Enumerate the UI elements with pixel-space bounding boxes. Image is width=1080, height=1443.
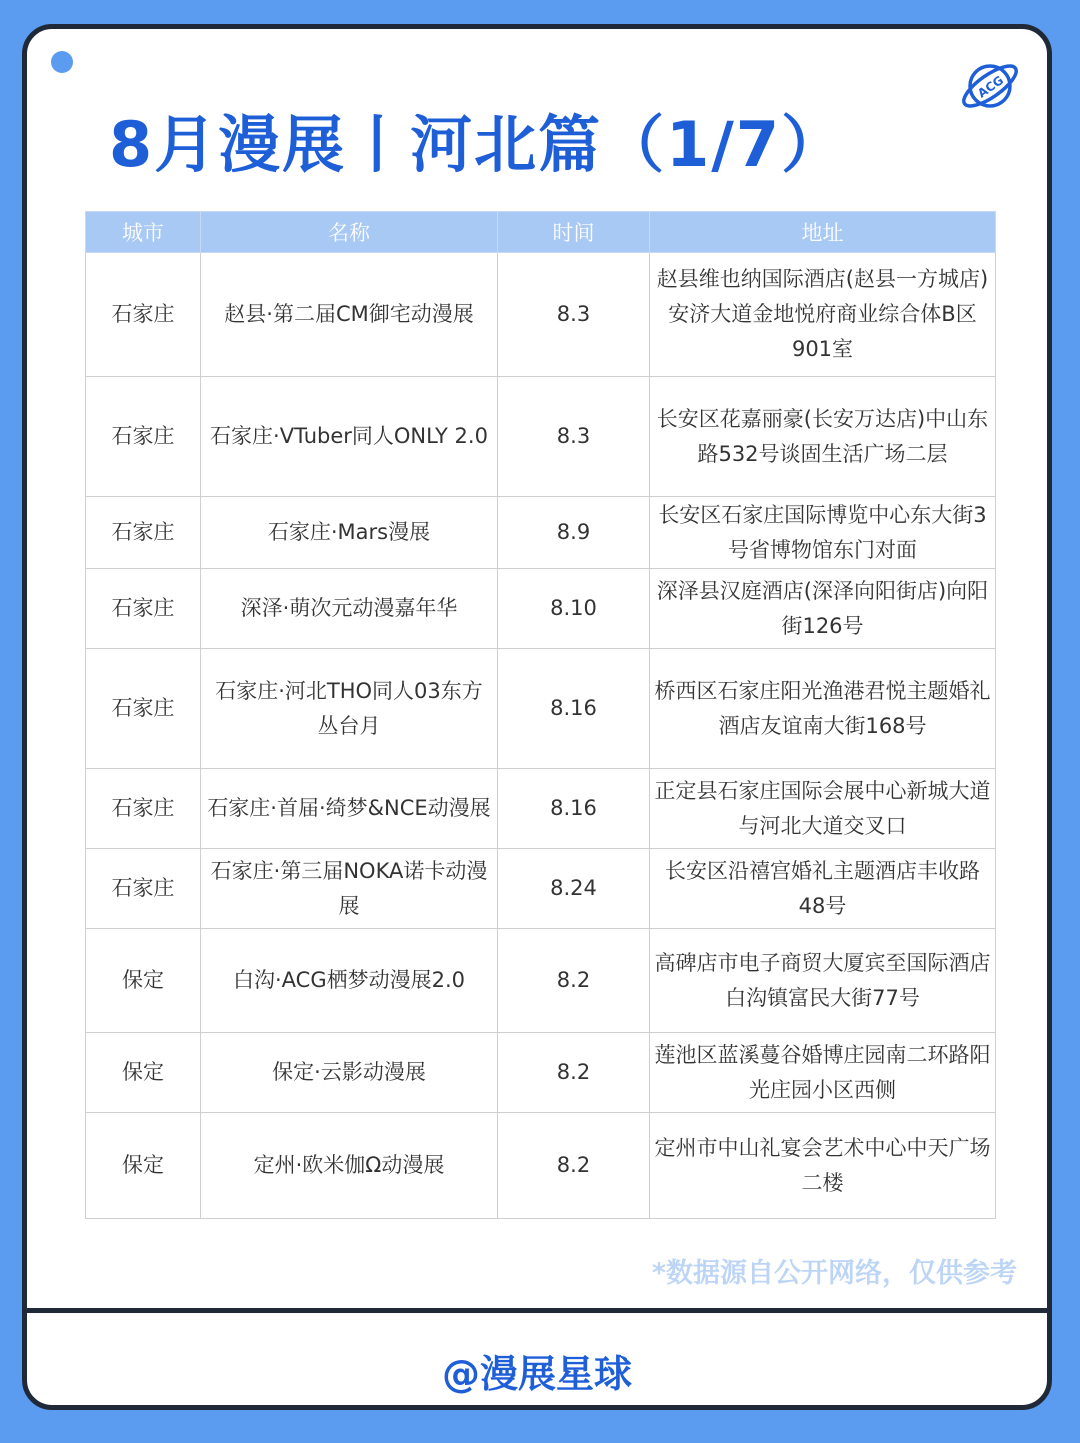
cell-date: 8.3 xyxy=(498,377,650,497)
table-row xyxy=(86,769,996,849)
cell-city: 保定 xyxy=(86,929,201,1033)
cell-address: 赵县维也纳国际酒店(赵县一方城店)安济大道金地悦府商业综合体B区901室 xyxy=(650,253,996,377)
cell-address: 正定县石家庄国际会展中心新城大道与河北大道交叉口 xyxy=(650,769,996,849)
cell-city: 保定 xyxy=(86,1113,201,1219)
table-row xyxy=(86,849,996,929)
col-header-city: 城市 xyxy=(86,212,201,253)
table-row xyxy=(86,929,996,1033)
cell-name: 石家庄·Mars漫展 xyxy=(201,497,498,569)
cell-date: 8.3 xyxy=(498,253,650,377)
cell-name: 保定·云影动漫展 xyxy=(201,1033,498,1113)
cell-address: 定州市中山礼宴会艺术中心中天广场二楼 xyxy=(650,1113,996,1219)
cell-city: 石家庄 xyxy=(86,569,201,649)
cell-date: 8.2 xyxy=(498,929,650,1033)
cell-address: 高碑店市电子商贸大厦宾至国际酒店白沟镇富民大街77号 xyxy=(650,929,996,1033)
col-header-address: 地址 xyxy=(650,212,996,253)
cell-city: 石家庄 xyxy=(86,253,201,377)
table-header-row xyxy=(86,212,996,253)
cell-city: 石家庄 xyxy=(86,849,201,929)
table-row xyxy=(86,497,996,569)
cell-name: 石家庄·河北THO同人03东方丛台月 xyxy=(201,649,498,769)
cell-date: 8.16 xyxy=(498,649,650,769)
cell-date: 8.9 xyxy=(498,497,650,569)
cell-name: 石家庄·首届·绮梦&NCE动漫展 xyxy=(201,769,498,849)
table-row xyxy=(86,253,996,377)
cell-name: 深泽·萌次元动漫嘉年华 xyxy=(201,569,498,649)
cell-city: 保定 xyxy=(86,1033,201,1113)
events-table xyxy=(85,211,996,1219)
cell-date: 8.16 xyxy=(498,769,650,849)
cell-name: 定州·欧米伽Ω动漫展 xyxy=(201,1113,498,1219)
cell-name: 石家庄·第三届NOKA诺卡动漫展 xyxy=(201,849,498,929)
table-row xyxy=(86,377,996,497)
cell-city: 石家庄 xyxy=(86,649,201,769)
cell-address: 长安区沿禧宫婚礼主题酒店丰收路48号 xyxy=(650,849,996,929)
cell-city: 石家庄 xyxy=(86,769,201,849)
cell-name: 白沟·ACG栖梦动漫展2.0 xyxy=(201,929,498,1033)
poster-card xyxy=(22,24,1052,1410)
footer-divider xyxy=(27,1308,1047,1313)
cell-name: 赵县·第二届CM御宅动漫展 xyxy=(201,253,498,377)
cell-address: 深泽县汉庭酒店(深泽向阳街店)向阳街126号 xyxy=(650,569,996,649)
account-handle: @漫展星球 xyxy=(441,1352,632,1396)
cell-address: 桥西区石家庄阳光渔港君悦主题婚礼酒店友谊南大街168号 xyxy=(650,649,996,769)
cell-date: 8.24 xyxy=(498,849,650,929)
cell-city: 石家庄 xyxy=(86,497,201,569)
cell-date: 8.2 xyxy=(498,1113,650,1219)
page-title: 8月漫展丨河北篇（1/7） xyxy=(109,108,846,181)
cell-date: 8.10 xyxy=(498,569,650,649)
cell-city: 石家庄 xyxy=(86,377,201,497)
table-row xyxy=(86,649,996,769)
table-row xyxy=(86,569,996,649)
col-header-name: 名称 xyxy=(201,212,498,253)
table-row xyxy=(86,1033,996,1113)
col-header-date: 时间 xyxy=(498,212,650,253)
cell-address: 长安区花嘉丽豪(长安万达店)中山东路532号谈固生活广场二层 xyxy=(650,377,996,497)
decor-dot xyxy=(51,51,73,73)
table-row xyxy=(86,1113,996,1219)
cell-name: 石家庄·VTuber同人ONLY 2.0 xyxy=(201,377,498,497)
logo-text: ACG xyxy=(975,73,1007,101)
cell-address: 莲池区蓝溪蔓谷婚博庄园南二环路阳光庄园小区西侧 xyxy=(650,1033,996,1113)
cell-address: 长安区石家庄国际博览中心东大街3号省博物馆东门对面 xyxy=(650,497,996,569)
acg-planet-logo-icon xyxy=(957,53,1023,119)
source-note: *数据源自公开网络，仅供参考 xyxy=(651,1258,1017,1289)
cell-date: 8.2 xyxy=(498,1033,650,1113)
